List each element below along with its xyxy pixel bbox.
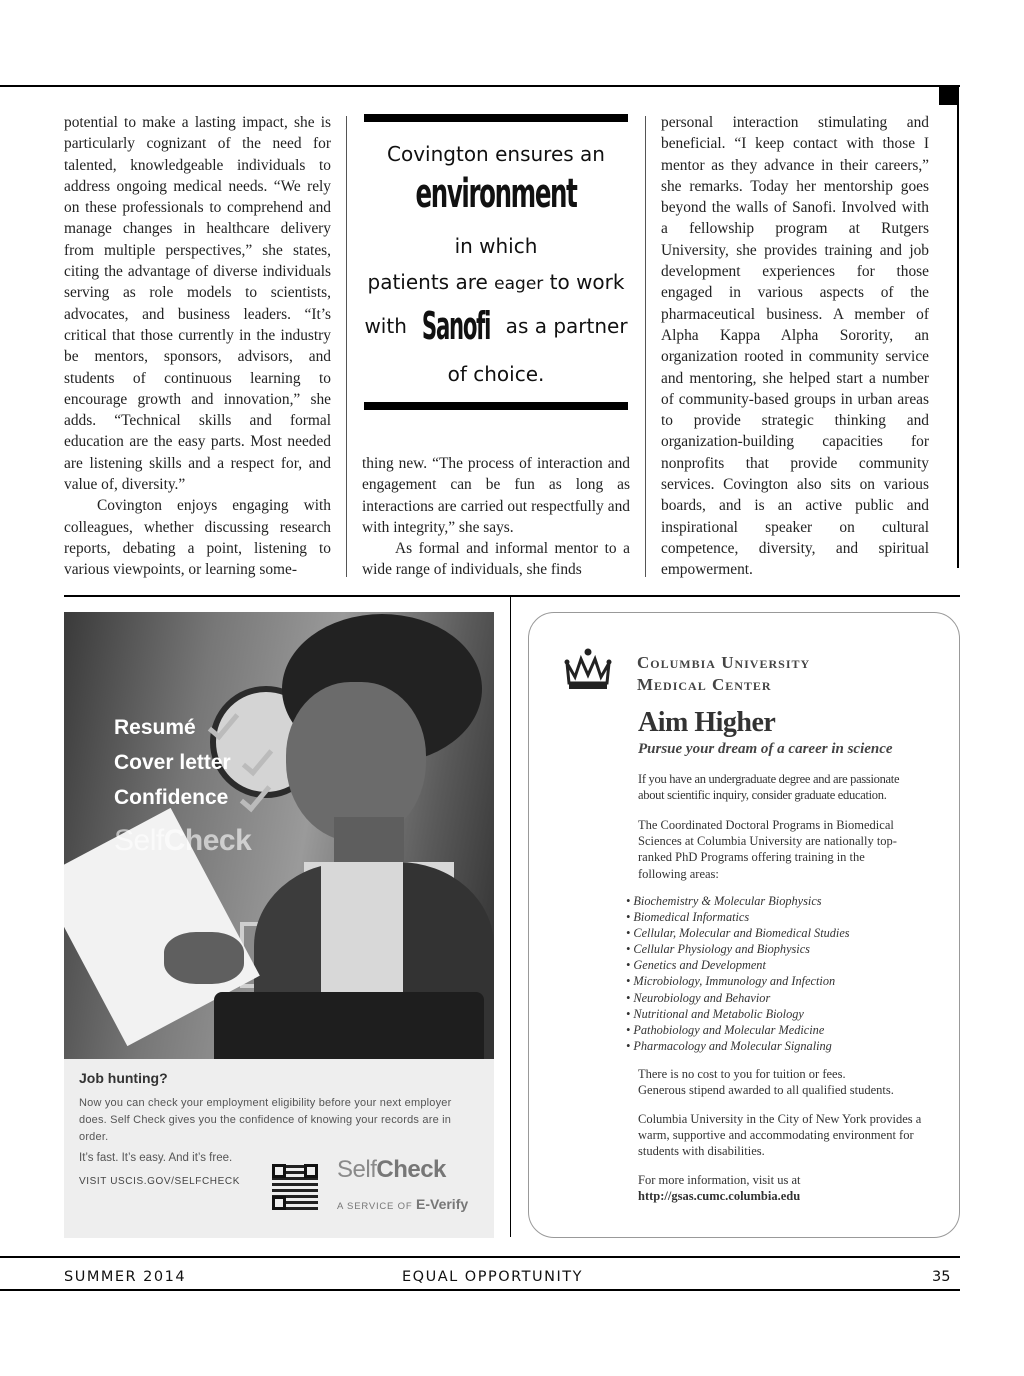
list-item: • Genetics and Development [626, 958, 766, 973]
pull-quote-sanofi: Sanofi [422, 304, 491, 348]
article-paragraph: potential to make a lasting impact, she is particularly cognizant of the need for talented, knowledgeable individuals to address ongoing medical needs. “We rely on these professionals to comprehend and manage changes in healthcare delivery from multiple perspectives,” she states, citing the advantage of diverse individuals serving as role models to scientists, advocates, and business leaders. “It’s critical that those currently in the industry be mentors, sponsors, advisors, and students of continuous learning to encourage growth and innovation,” she adds. “Technical skills and formal education are the easy parts. Most needed are listening skills and a respect for, and value of, diversity.” [64, 114, 331, 494]
checklist-item [114, 716, 196, 740]
list-item: • Biomedical Informatics [626, 910, 750, 925]
list-item: • Nutritional and Metabolic Biology [626, 1006, 804, 1021]
ad-photo [64, 612, 494, 1059]
pull-quote-text: to work [543, 270, 625, 294]
cost-line: Generous stipend awarded to all qualified students. [638, 1083, 894, 1097]
footer-magazine: EQUAL OPPORTUNITY [402, 1269, 583, 1285]
selfcheck-logo-bottom [337, 1156, 446, 1184]
list-item: • Pathobiology and Molecular Medicine [626, 1022, 825, 1037]
logo-self: Self [337, 1156, 377, 1183]
pull-quote-line [364, 304, 628, 350]
footer-issue: SUMMER 2014 [64, 1269, 187, 1285]
logo-self: Self [114, 824, 164, 857]
programs-list [626, 893, 926, 1054]
list-item: • Cellular, Molecular and Biomedical Studies [626, 926, 850, 941]
list-item: • Biochemistry & Molecular Biophysics [626, 894, 822, 908]
org-name-line1: Columbia University [637, 653, 811, 672]
disability-statement: Columbia University in the City of New York provides a warm, supportive and accommodating environment for students with disabilities. [638, 1112, 922, 1158]
ad-headline: Job hunting? [79, 1070, 168, 1086]
pull-quote-emphasis: environment [415, 171, 577, 217]
pull-quote-small-word: eager [494, 274, 544, 294]
footer-page-number: 35 [932, 1269, 951, 1285]
corner-marker [939, 85, 959, 105]
list-item: • Microbiology, Immunology and Infection [626, 974, 836, 989]
ad-subheadline: Pursue your dream of a career in science [638, 741, 893, 757]
ad-url[interactable]: VISIT USCIS.GOV/SELFCHECK [79, 1176, 240, 1187]
footer-bottom-rule [0, 1289, 960, 1291]
column-divider-1 [346, 116, 347, 577]
logo-check: Check [163, 824, 252, 857]
pull-quote-text: patients are [367, 270, 495, 294]
right-edge-rule [957, 85, 959, 568]
top-rule [0, 85, 960, 87]
footer-top-rule [0, 1256, 960, 1258]
pull-quote [364, 114, 628, 410]
pull-quote-bottom-bar [364, 402, 628, 410]
ad-section-top-rule [64, 595, 960, 597]
programs-intro: The Coordinated Doctoral Programs in Biomedical Sciences at Columbia University are nationally top-ranked PhD Programs offering training in the following areas: [638, 818, 897, 881]
checklist-label: Cover letter [114, 751, 231, 774]
article-paragraph: personal interaction stimulating and beneficial. “I keep contact with those I mentor as they advance in their careers,” she remarks. Today her mentorship goes beyond the walls of Sanofi. Involved with a fellowship program at Rutgers University, she provides training and job development experiences for those engaged in various aspects of the pharmaceutical business. A member of Alpha Kappa Alpha Sorority, an organization rooted in community service and mentoring, she helped start a number of community-based groups in urban areas to provide strategic thinking and organization-building capacities for nonprofits that provide community services. Covington also sits on various boards, and is an active public and inspirational speaker on cultural competence, diversity, and spiritual empowerment. [661, 114, 929, 579]
ad-headline: Aim Higher [638, 707, 776, 738]
selfcheck-logo [114, 824, 251, 858]
cost-line: There is no cost to you for tuition or fees. [638, 1067, 846, 1081]
checklist-item [114, 751, 231, 775]
ad-tagline: It’s fast. It’s easy. And it’s free. [79, 1152, 233, 1164]
article-paragraph: thing new. “The process of interaction and engagement can be fun as long as interactions are carried out respectfully and with integrity,” she says. [362, 455, 630, 536]
list-item: • Cellular Physiology and Biophysics [626, 942, 810, 957]
article-column-2 [362, 453, 630, 581]
column-divider-2 [645, 116, 646, 577]
logo-check: Check [376, 1156, 446, 1183]
pull-quote-line: in which [454, 234, 538, 258]
qr-code-icon[interactable] [272, 1164, 318, 1210]
ad-body: Now you can check your employment eligibility before your next employer does. Self Check gives you the confidence of knowing your records are in order. [79, 1097, 452, 1143]
article-column-1 [64, 112, 331, 581]
pull-quote-text: as a partner [499, 314, 628, 338]
service-of-label: A SERVICE OF [337, 1201, 413, 1212]
ad-intro: If you have an undergraduate degree and are passionate about scientific inquiry, consider graduate education. [638, 772, 900, 802]
checklist-label: Resumé [114, 716, 196, 739]
article-paragraph: As formal and informal mentor to a wide range of individuals, she finds [362, 540, 630, 579]
selfcheck-ad [64, 612, 494, 1238]
pull-quote-top-bar [364, 114, 628, 122]
more-info: For more information, visit us at [638, 1173, 801, 1187]
ad-divider [510, 597, 511, 1237]
list-item: • Neurobiology and Behavior [626, 990, 771, 1005]
pull-quote-line [364, 270, 628, 294]
crown-icon [561, 647, 615, 691]
person-hand [164, 932, 244, 984]
article-column-3 [661, 112, 929, 581]
list-item: • Pharmacology and Molecular Signaling [626, 1038, 832, 1053]
pull-quote-text: with [364, 314, 414, 338]
pull-quote-line: of choice. [447, 362, 545, 386]
everify-logo: E-Verify [416, 1196, 469, 1212]
article-paragraph: Covington enjoys engaging with colleagues, whether discussing research reports, debating a point, listening to various viewpoints, or learning some- [64, 497, 331, 579]
bag [214, 992, 484, 1059]
columbia-ad [528, 612, 960, 1238]
checklist-label: Confidence [114, 786, 229, 809]
org-name-line2: Medical Center [637, 675, 772, 694]
pull-quote-line: Covington ensures an [387, 142, 605, 166]
columbia-url[interactable]: http://gsas.cumc.columbia.edu [638, 1189, 801, 1203]
checklist-item [114, 786, 228, 810]
